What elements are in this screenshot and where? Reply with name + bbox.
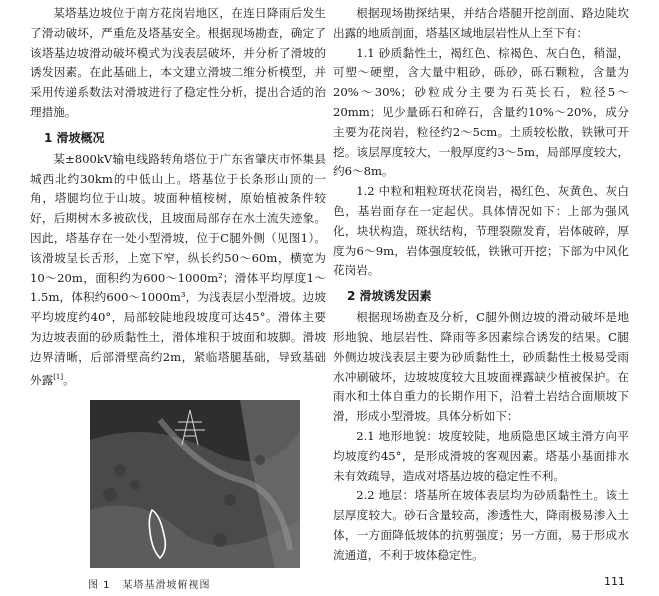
layer-1-2-paragraph: 1.2 中粒和粗粒斑状花岗岩，褐红色、灰黄色、灰白色，基岩面存在一定起伏。具体情况如下：上部为强风化，块状构造，斑状结构，节理裂隙发育，岩体破碎，厚度为6～9m，岩体强度较低，铁锹可开挖；下部为中风化花岗岩。 xyxy=(333,184,629,278)
section-1-end: 。 xyxy=(63,372,75,387)
section-1-heading: 1 滑坡概况 xyxy=(44,130,105,145)
section-2-paragraph: 根据现场勘查及分析，C腿外侧边坡的滑动破坏是地形地貌、地层岩性、降雨等多因素综合诱发的结果。C腿外侧边坡浅表层主要为砂质黏性土，砂质黏性土极易受雨水冲刷破坏，边坡坡度较大且坡面裸露缺少植被保护。在雨水和土体自重力的长期作用下，沿着土岩结合面顺坡下滑，形成小型滑坡。具体分析如下： xyxy=(333,310,629,424)
aerial-photo-figure xyxy=(90,400,300,568)
section-2-heading: 2 滑坡诱发因素 xyxy=(347,289,432,304)
section-1-paragraph xyxy=(30,150,326,390)
terrain-paragraph: 2.1 地形地貌：坡度较陡，地质隐患区域主滑方向平均坡度约45°，是形成滑坡的客观因素。塔基小基面排水未有效疏导，造成对塔基边坡的稳定性不利。 xyxy=(333,428,629,483)
left-column xyxy=(30,4,326,596)
layer-1-1-paragraph: 1.1 砂质黏性土，褐红色、棕褐色、灰白色，稍湿，可塑～硬塑，含大量中粗砂，砾砂，砾石颗粒，含量为20%～30%；砂粒成分主要为石英长石，粒径5～20mm；见少量砾石和碎石，含量约10%～20%，成分主要为花岗岩，粒径约2～5cm。土质较松散，铁锹可开挖。该层厚度较大，一般厚度约3～5m，局部厚度较大，约6～8m。 xyxy=(333,45,629,179)
geology-intro-paragraph: 根据现场勘探结果，并结合塔腿开挖剖面、路边陡坎出露的地质剖面，塔基区域地层岩性从上至下有： xyxy=(333,6,629,40)
figure-caption-number: 图 1 xyxy=(88,580,111,592)
citation-ref: [1] xyxy=(53,372,64,381)
page-number: 111 xyxy=(604,575,625,588)
intro-paragraph: 某塔基边坡位于南方花岗岩地区，在连日降雨后发生了滑动破坏，严重危及塔基安全。根据现场勘查，确定了该塔基边坡滑动破坏模式为浅表层破坏，并分析了滑坡的诱发因素。在此基础上，本文建立滑坡二维分析模型，并采用传递系数法对滑坡进行了稳定性分析，提出合适的治理措施。 xyxy=(30,6,326,119)
figure-caption-text: 某塔基滑坡俯视图 xyxy=(122,580,211,592)
aerial-photo-image xyxy=(90,400,300,568)
figure-caption xyxy=(88,576,326,596)
section-1-text: 某±800kV输电线路转角塔位于广东省肇庆市怀集县城西北约30km的中低山上。塔基位于长条形山顶的一角，塔腿均位于山坡。坡面种植桉树，原始植被条件较好，后期树木多被砍伐，且坡面局部存在水土流失迹象。因此，塔基存在一处小型滑坡，位于C腿外侧（见图1）。该滑坡呈长舌形，上宽下窄，纵长约50～60m，横宽为10～20m，面积约为600～1000m²；滑体平均厚度1～1.5m，体积约600～1000m³，为浅表层小型滑坡。边坡平均坡度约40°，局部较陡地段坡度可达45°。滑体主要为边坡表面的砂质黏性土，滑体堆积于坡面和坡脚。滑坡边界清晰，后部滑壁高约2m，紧临塔腿基础，导致基础外露 xyxy=(30,151,326,387)
stratum-paragraph: 2.2 地层：塔基所在坡体表层均为砂质黏性土。该土层厚度较大。砂石含量较高，渗透性大，降雨极易渗入土体，一方面降低坡体的抗剪强度；另一方面，易于形成水流通道，不利于坡体稳定性。 xyxy=(333,488,629,562)
right-column xyxy=(333,4,629,566)
